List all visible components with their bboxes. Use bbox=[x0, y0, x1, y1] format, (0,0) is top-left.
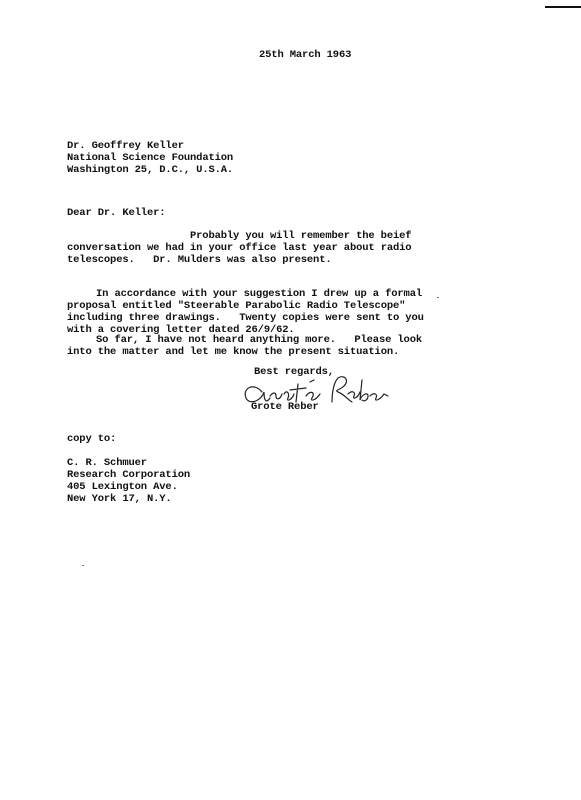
paragraph-1-line-2: conversation we had in your office last year about radio bbox=[67, 242, 412, 254]
copy-to-line-1: C. R. Schmuer bbox=[67, 457, 147, 469]
copy-to-line-3: 405 Lexington Ave. bbox=[67, 481, 178, 493]
copy-to-line-4: New York 17, N.Y. bbox=[67, 493, 172, 505]
copy-label: copy to: bbox=[67, 433, 117, 445]
paragraph-2-line-1: In accordance with your suggestion I drew up a formal bbox=[96, 288, 423, 300]
paragraph-1-line-1: Probably you will remember the beief bbox=[190, 230, 412, 242]
paragraph-1-line-3: telescopes. Dr. Mulders was also present. bbox=[67, 254, 332, 266]
paragraph-2-line-2: proposal entitled "Steerable Parabolic Radio Telescope" bbox=[67, 300, 406, 312]
salutation: Dear Dr. Keller: bbox=[67, 207, 166, 219]
recipient-line-1: Dr. Geoffrey Keller bbox=[67, 140, 184, 152]
paragraph-3-line-1: So far, I have not heard anything more. Please look bbox=[96, 334, 423, 346]
scan-speck bbox=[437, 297, 439, 298]
paragraph-2-line-3: including three drawings. Twenty copies were sent to you bbox=[67, 312, 424, 324]
recipient-line-2: National Science Foundation bbox=[67, 152, 234, 164]
recipient-line-3: Washington 25, D.C., U.S.A. bbox=[67, 164, 234, 176]
copy-to-line-2: Research Corporation bbox=[67, 469, 191, 481]
scan-speck bbox=[82, 565, 84, 566]
closing: Best regards, bbox=[254, 366, 334, 378]
top-edge-rule bbox=[545, 6, 581, 8]
sender-name: Grote Reber bbox=[251, 401, 319, 413]
letter-date: 25th March 1963 bbox=[259, 49, 352, 61]
paragraph-3-line-2: into the matter and let me know the present situation. bbox=[67, 346, 400, 358]
paragraph-2-line-4: with a covering letter dated 26/9/62. bbox=[67, 324, 295, 336]
